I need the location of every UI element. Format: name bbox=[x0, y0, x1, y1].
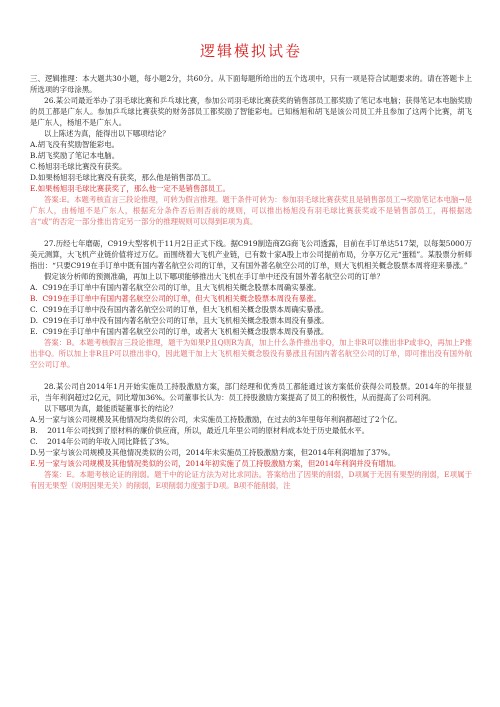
option-label: B. bbox=[30, 426, 38, 435]
option-label: D. bbox=[30, 448, 39, 457]
q26-option-c: C.杨旭羽毛球比赛没有获奖。 bbox=[30, 162, 127, 171]
option-text: 2014年公司的年收入同比降低了3%。 bbox=[47, 437, 174, 446]
spacer bbox=[30, 370, 472, 381]
q27-option-c bbox=[30, 304, 472, 315]
option-label: A. bbox=[30, 283, 38, 292]
q26-option-a: A.胡飞没有奖励智能彩电。 bbox=[30, 140, 119, 149]
q27-option-a bbox=[30, 282, 472, 293]
q28-option-d bbox=[30, 447, 472, 458]
option-text: 另一家与该公司规模及其他情况均类似的公司，未实施员工持股激励，在过去的3年里每年利润都超过了2个亿。 bbox=[37, 415, 402, 424]
option-label: E. bbox=[30, 327, 38, 336]
option-text: 2011年公司找到了原材料的廉价供应商，所以，最近几年里公司的原材料成本处于历史最低水平。 bbox=[47, 426, 370, 435]
q26-option-e: E.如果杨旭羽毛球比赛获奖了，那么他一定不是销售部员工。 bbox=[30, 184, 230, 193]
q27-prompt: 假定该分析师的预测准确，再加上以下哪项能够推出大飞机在手订单中还没有国外著名航空公司的订单？ bbox=[44, 272, 384, 281]
spacer bbox=[30, 227, 472, 238]
q26-answer: 答案:E。本题考核直言三段论推理，可转为假言推理。题干条件可转为：参加羽毛球比赛获奖且是销售部员工→奖励笔记本电脑→是广东人，由杨旭不是广东人，根据充分条件否后则否前的规则，可以推出杨旭没有羽毛球比赛获奖或不是销售部员工，再根据选言“或”的否定一部分推出肯定另一部分的推理规则可以得到E项为真。 bbox=[30, 195, 472, 226]
q28-option-e bbox=[30, 458, 472, 469]
q28-option-c bbox=[30, 436, 472, 447]
q27-answer: 答案：B。本题考核假言三段论推理，题干为如果P且Q则R为真，加上什么条件推出非Q，加上非R可以推出非P或非Q，再加上P推出非Q。所以加上非R且P可以推出非Q，因此题干加上大飞机相关概念股没有暴涨且有国内著名航空公司的订单，即可推出没有国外航空公司订单。 bbox=[30, 338, 472, 369]
option-label: C. bbox=[30, 437, 38, 446]
option-text: C919在手订单中有国内著名航空公司的订单，且大飞机相关概念股票本周确实暴涨。 bbox=[42, 283, 321, 292]
option-label: B. bbox=[30, 294, 38, 303]
option-label: A. bbox=[30, 415, 38, 424]
q26-prompt: 以上陈述为真，能得出以下哪项结论？ bbox=[44, 129, 170, 138]
q26-option-b: B.胡飞奖励了笔记本电脑。 bbox=[30, 151, 120, 160]
option-label: E. bbox=[30, 459, 38, 468]
option-text: 另一家与该公司规模及其他情况类似的公司，2014年未实施员工持股激励方案，但2014年利润增加了37%。 bbox=[38, 448, 396, 457]
option-label: C. bbox=[30, 305, 38, 314]
option-text: C919在手订单中没有国内著名航空公司的订单，但大飞机相关概念股票本周确实暴涨。 bbox=[42, 305, 329, 314]
option-text: C919在手订单中有国内著名航空公司的订单，但大飞机相关概念股票本周没有暴涨。 bbox=[42, 294, 321, 303]
option-label: D. bbox=[30, 316, 39, 325]
q27-option-d bbox=[30, 315, 472, 326]
q28-answer: 答案：E。本题考核论证的削弱。题干中的论证方法为对比求同法。答案给出了因果的削弱，D项属于无因有果型的削弱，E项属于有因无果型（说明因果无关）的削弱，E项削弱力度强于D项。B项不能削弱，注 bbox=[30, 470, 472, 490]
option-text: C919在手订单中没有国内著名航空公司的订单，且大飞机相关概念股票本周没有暴涨。 bbox=[42, 316, 329, 325]
option-text: C919在手订单中有国内著名航空公司的订单，或者大飞机相关概念股票本周没有暴涨。 bbox=[42, 327, 329, 336]
q27-stem: 27.历经七年磨砺，C919大型客机于11月2日正式下线。据C919制造商ZG商飞公司透露，目前在手订单达517架，以每架5000万美元测算，大飞机产业链价值将过万亿。而围绕着大飞机产业链，已有数十家A股上市公司提前布局，分享万亿元“蛋糕”。某股票分析师指出：“只要C919在手订单中既有国内著名航空公司的订单，又有国外著名航空公司的订单，则大飞机相关概念股票本周将迎来暴涨。” bbox=[30, 239, 472, 270]
q27-option-e bbox=[30, 326, 472, 337]
page-title: 逻辑模拟试卷 bbox=[199, 42, 302, 60]
q28-prompt: 以下哪项为真，最能质疑董事长的结论？ bbox=[44, 404, 178, 413]
q26-stem: 26.某公司最近举办了羽毛球比赛和乒乓球比赛，参加公司羽毛球比赛获奖的销售部员工都奖励了笔记本电脑；获得笔记本电脑奖励的员工都是广东人。参加乒乓球比赛获奖的财务部员工都奖励了智能彩电。已知杨旭和胡飞是该公司员工并且参加了这两个比赛，胡飞是广东人，杨旭不是广东人。 bbox=[30, 96, 472, 127]
q28-stem: 28.某公司自2014年1月开始实施员工持股激励方案，部门经理和优秀员工都能通过该方案低价获得公司股票。2014年的年报显示，当年利润超过2亿元，同比增加36%。公司董事长认为：员工持股激励方案提高了员工的积极性，从而提高了公司利润。 bbox=[30, 382, 472, 402]
q27-option-b bbox=[30, 293, 472, 304]
q28-option-a bbox=[30, 414, 472, 425]
option-text: 另一家与该公司规模及其他情况类似的公司，2014年初实施了员工持股激励方案，但2014年利润并没有增加。 bbox=[37, 459, 401, 468]
q28-option-b bbox=[30, 425, 472, 436]
section-intro: 三、逻辑推理：本大题共30小题，每小题2分，共60分。从下面每题所给出的五个选项中，只有一项是符合试题要求的。请在答题卡上所选项的字母涂黑。 bbox=[30, 74, 472, 94]
q26-option-d: D.如果杨旭羽毛球比赛没有获奖，那么他是销售部员工。 bbox=[30, 173, 216, 182]
